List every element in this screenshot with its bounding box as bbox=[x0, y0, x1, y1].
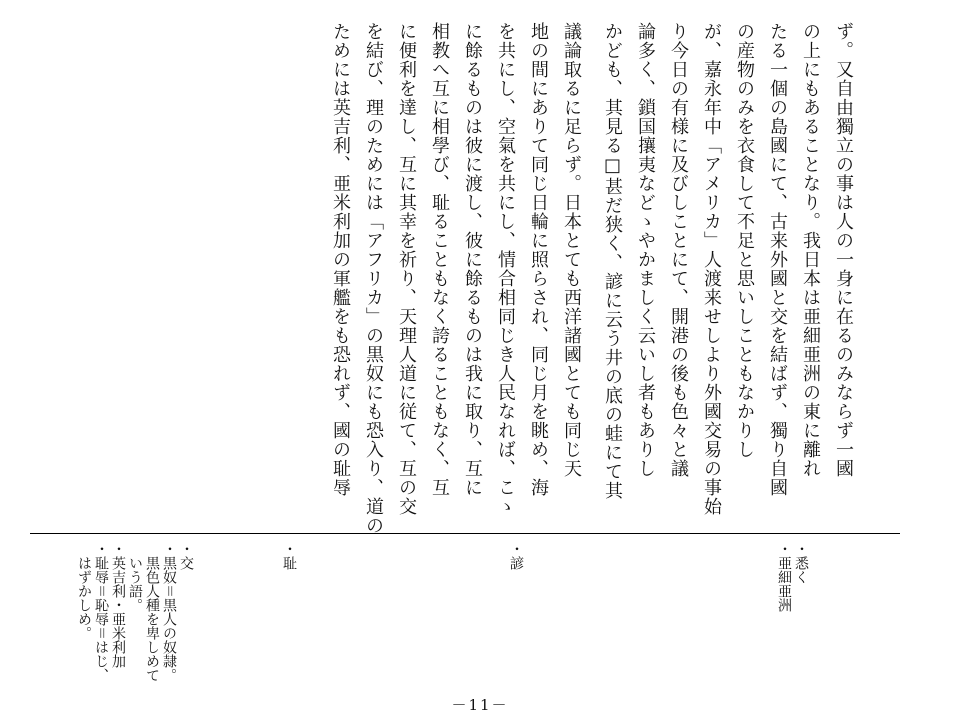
note-line: ・悉く bbox=[793, 542, 809, 584]
text-line: に餘るものは彼に渡し、彼に餘るものは我に取り、互に bbox=[462, 22, 483, 497]
text-line: 論多く、鎖国攘夷などゝやかましく云いし者もありし bbox=[635, 22, 656, 478]
note-kokuhin bbox=[75, 542, 194, 682]
note-line: ・交 bbox=[178, 542, 194, 570]
note-line: ・黒奴＝黒人の奴隷。 bbox=[161, 542, 177, 682]
note-ai bbox=[775, 542, 809, 612]
text-line: り今日の有様に及びしことにて、開港の後も色々と議 bbox=[668, 22, 689, 478]
text-line: に便利を達し、互に其幸を祈り、天理人道に従て、互の交 bbox=[396, 22, 417, 516]
text-line: を共にし、空氣を共にし、情合相同じき人民なれば、こゝ bbox=[495, 22, 516, 516]
note-line: いう語。 bbox=[127, 542, 143, 612]
footnotes bbox=[55, 542, 855, 692]
text-line: が、嘉永年中「アメリカ」人渡来せしより外國交易の事始 bbox=[701, 22, 722, 516]
note-line: ・亜細亜洲 bbox=[776, 542, 792, 612]
note-line: ・耻 bbox=[281, 542, 297, 570]
main-text bbox=[120, 22, 860, 535]
footnote-divider bbox=[30, 533, 900, 534]
text-line: 議論取るに足らず。日本とても西洋諸國とても同じ天 bbox=[561, 22, 582, 478]
note-haji bbox=[280, 542, 297, 570]
text-line: の産物のみを衣食して不足と思いしこともなかりし bbox=[734, 22, 755, 459]
text-line: を結び、理のためには「アフリカ」の黒奴にも恐入り、道の bbox=[363, 22, 384, 535]
note-kotowaza bbox=[507, 542, 524, 570]
note-line: ・英吉利・亜米利加 bbox=[110, 542, 126, 668]
text-line: かども、其見る□甚だ狭く、諺に云う井の底の蛙にて其 bbox=[602, 22, 623, 500]
text-line: たる一個の島國にて、古来外國と交を結ばず、獨り自國 bbox=[767, 22, 788, 497]
text-line: の上にもあることなり。我日本は亜細亜洲の東に離れ bbox=[800, 22, 821, 478]
note-line: はずかしめ。 bbox=[76, 542, 92, 640]
page-number: －11－ bbox=[451, 696, 509, 714]
note-line: 黒色人種を卑しめて bbox=[144, 542, 160, 682]
note-line: ・耻辱＝恥辱＝はじ、 bbox=[93, 542, 109, 682]
text-line: 相教へ互に相學び、耻ることもなく誇ることもなく、互 bbox=[429, 22, 450, 497]
note-line: ・諺 bbox=[508, 542, 524, 570]
text-line: ず。又自由獨立の事は人の一身に在るのみならず一國 bbox=[833, 22, 854, 478]
text-line: 地の間にありて同じ日輪に照らされ、同じ月を眺め、海 bbox=[528, 22, 549, 497]
text-line: ためには英吉利、亜米利加の軍艦をも恐れず、國の耻辱 bbox=[330, 22, 351, 497]
